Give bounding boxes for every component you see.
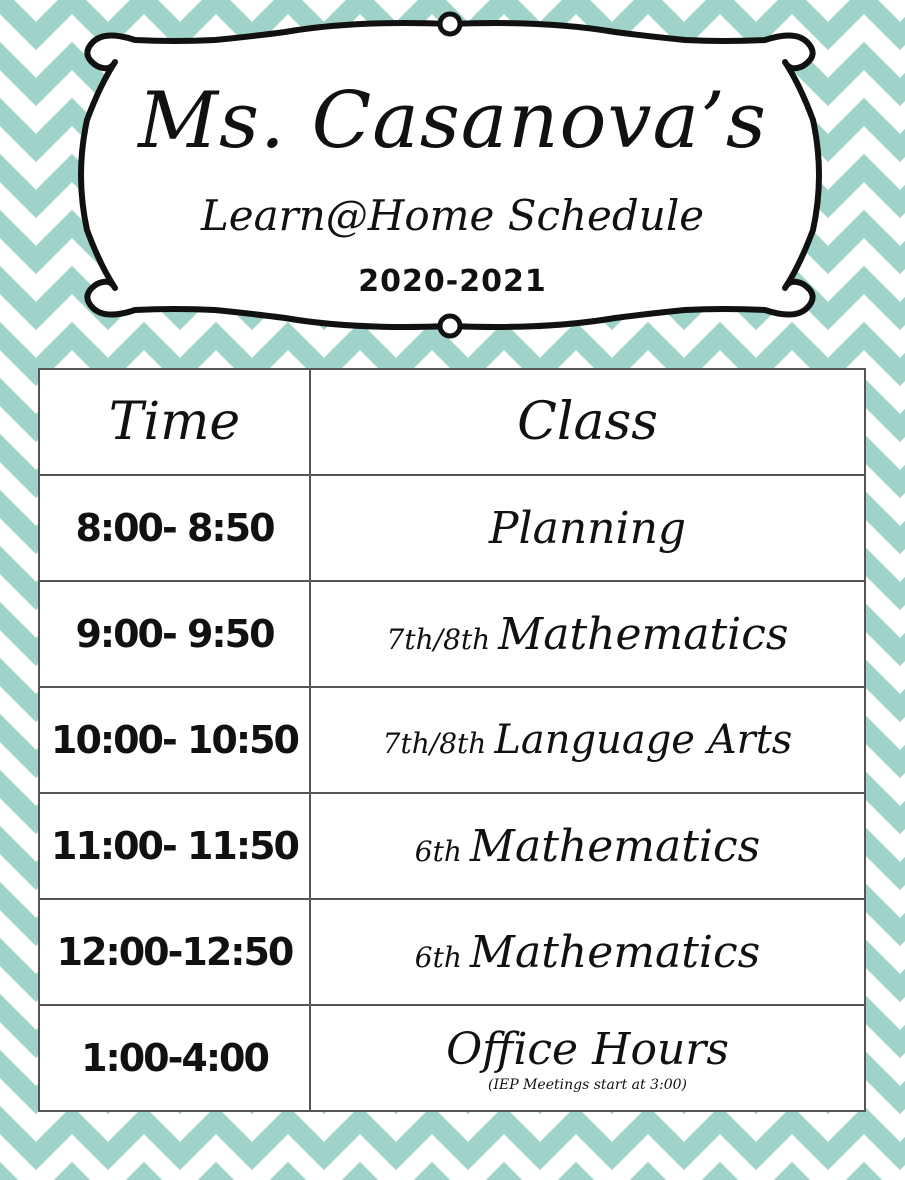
schedule-table [38, 368, 866, 1112]
class-name: Mathematics [469, 926, 761, 978]
class-cell [310, 1005, 865, 1111]
column-header-class: Class [310, 369, 865, 475]
class-note: (IEP Meetings start at 3:00) [488, 1076, 687, 1093]
class-cell [310, 581, 865, 687]
grade-prefix: 7th/8th [382, 727, 487, 760]
table-row [39, 793, 865, 899]
time-cell: 8:00- 8:50 [39, 475, 310, 581]
time-cell: 10:00- 10:50 [39, 687, 310, 793]
table-row [39, 899, 865, 1005]
class-cell [310, 793, 865, 899]
table-header-row [39, 369, 865, 475]
time-cell: 1:00-4:00 [39, 1005, 310, 1111]
column-header-time: Time [39, 369, 310, 475]
class-name: Language Arts [494, 717, 793, 763]
class-name: Mathematics [498, 608, 789, 660]
class-name: Planning [488, 502, 687, 554]
class-cell [310, 687, 865, 793]
time-cell: 12:00-12:50 [39, 899, 310, 1005]
table-row [39, 475, 865, 581]
time-cell: 9:00- 9:50 [39, 581, 310, 687]
table-row [39, 581, 865, 687]
class-cell [310, 899, 865, 1005]
teacher-name: Ms. Casanova’s [138, 76, 767, 166]
grade-prefix: 6th [414, 940, 462, 974]
schedule-subtitle: Learn@Home Schedule [200, 191, 705, 240]
grade-prefix: 6th [414, 834, 462, 868]
grade-prefix: 7th/8th [386, 622, 491, 656]
class-name: Office Hours [446, 1023, 729, 1075]
time-cell: 11:00- 11:50 [39, 793, 310, 899]
class-name: Mathematics [469, 820, 761, 872]
class-cell [310, 475, 865, 581]
table-row [39, 1005, 865, 1111]
table-row [39, 687, 865, 793]
school-year: 2020-2021 [358, 264, 547, 299]
